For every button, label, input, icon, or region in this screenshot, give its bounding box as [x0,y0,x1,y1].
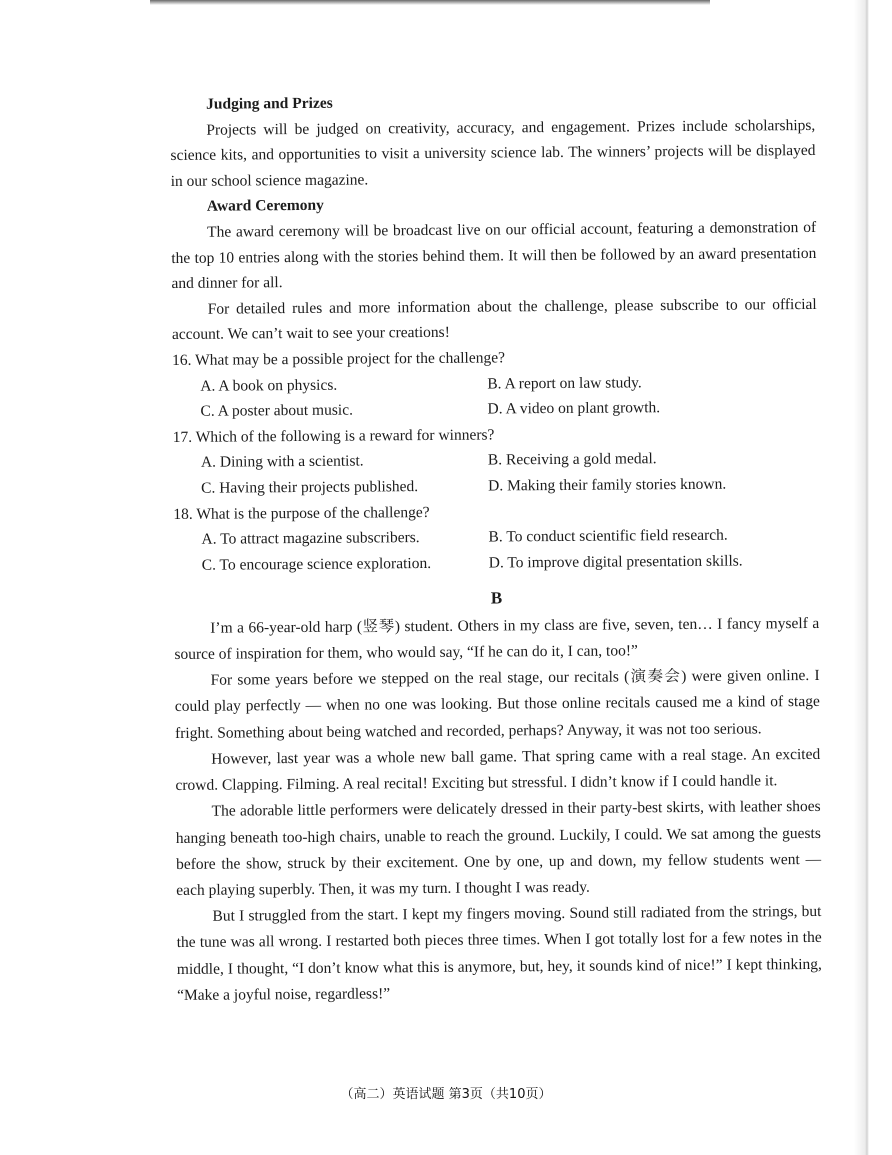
question-options [173,445,818,501]
option-a: A. A book on physics. [200,376,338,395]
judging-heading: Judging and Prizes [206,94,333,113]
award-paragraph: The award ceremony will be broadcast live on our official account, featuring a demonstration of the top 10 entries along with the stories behind them. It will then be followed by an award presentation and dinner for all. [171,218,817,293]
question-16 [172,343,818,425]
closing-paragraph: For detailed rules and more information about the challenge, please subscribe to our official account. We can’t wait to see your creations! [171,295,817,344]
passage-paragraph: But I struggled from the start. I kept my fingers moving. Sound still radiated from the strings, but the tune was all wrong. I restarted both pieces three times. When I got totally lost for a few notes in the middle, I thought, “I don’t know what this is anymore, but, hey, it sounds kind of nice!” I kept thinking, “Make a joyful noise, regardless!” [176,903,822,1004]
section-b-title: B [490,588,503,608]
option-b: B. Receiving a gold medal. [487,450,657,469]
section-b [174,583,822,1009]
question-stem: 18. What is the purpose of the challenge? [173,503,430,523]
question-stem: 17. Which of the following is a reward for winners? [172,426,495,446]
judging-paragraph: Projects will be judged on creativity, accuracy, and engagement. Prizes include scholarships, science kits, and opportunities to visit a university science lab. The winners’ projects will be displayed in our school science magazine. [170,116,816,190]
scan-top-shadow [150,0,710,5]
option-c: C. A poster about music. [200,401,353,420]
passage-paragraph: The adorable little performers were delicately dressed in their party-best skirts, with leather shoes hanging beneath too-high chairs, unable to reach the ground. Luckily, I could. We sat among the guests before the show, struck by their excitement. One by one, up and down, my fellow students went — each playing superbly. Then, it was my turn. I thought I was ready. [175,798,822,899]
option-d: D. To improve digital presentation skills. [488,552,743,572]
option-d: D. Making their family stories known. [488,475,727,495]
option-a: A. To attract magazine subscribers. [201,529,420,548]
question-options [172,368,817,424]
option-d: D. A video on plant growth. [487,399,661,418]
passage-paragraph: However, last year was a whole new ball game. That spring came with a real stage. An excited crowd. Clapping. Filming. A real recital! Exciting but stressful. I didn’t know if I could handle it. [175,745,821,795]
option-b: B. To conduct scientific field research. [488,526,728,546]
question-17 [173,420,819,502]
option-c: C. To encourage science exploration. [201,554,432,574]
option-c: C. Having their projects published. [201,477,419,497]
exam-page [170,87,822,1009]
option-a: A. Dining with a scientist. [200,452,364,472]
question-options [173,522,818,578]
passage-paragraph: I’m a 66-year-old harp (竖琴) student. Others in my class are five, seven, ten… I fancy myself a source of inspiration for them, who would say, “If he can do it, I can, too!” [174,614,820,664]
passage-paragraph: For some years before we stepped on the real stage, our recitals (演奏会) were given online. I could play perfectly — when no one was looking. But those online recitals caused me a kind of stage fright. Something about being watched and recorded, perhaps? Anyway, it was not too serious. [174,667,820,742]
award-heading: Award Ceremony [206,197,324,216]
question-18 [173,496,819,578]
scan-right-edge [854,0,874,1155]
page-footer: （高二）英语试题 第3页（共10页） [340,1087,552,1102]
option-b: B. A report on law study. [487,373,642,393]
question-stem: 16. What may be a possible project for the challenge? [172,349,506,369]
section-a [170,87,817,348]
